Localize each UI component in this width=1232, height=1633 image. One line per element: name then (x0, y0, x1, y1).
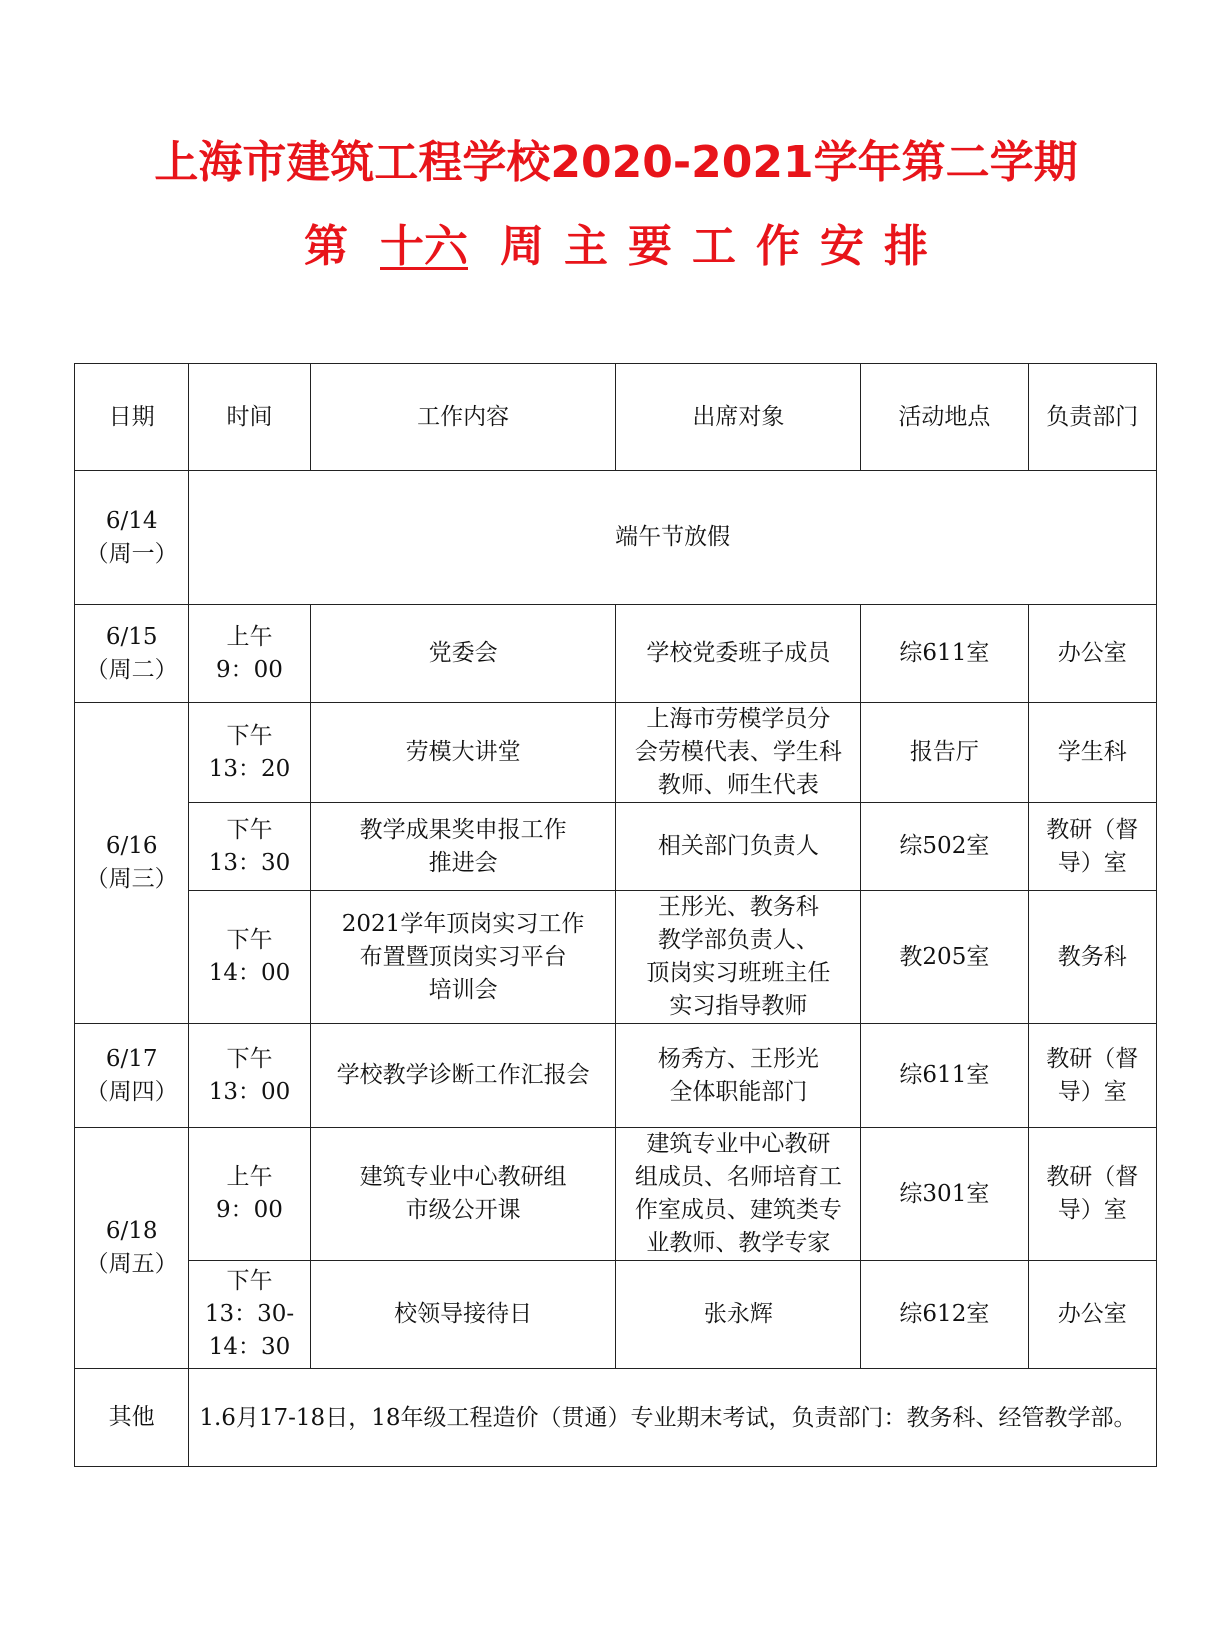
table-row (75, 703, 1157, 803)
date: 6/16 (105, 833, 158, 859)
content-cell (310, 1261, 616, 1369)
cell-line: 培训会 (428, 976, 498, 1003)
cell-line: 9：00 (216, 656, 283, 683)
location-cell: 综502室 (861, 803, 1028, 891)
cell-line: 组成员、名师培育工 (634, 1164, 842, 1190)
attendees-cell (616, 703, 861, 803)
column-header: 负责部门 (1028, 364, 1156, 471)
cell-line: 下午 (226, 1045, 273, 1072)
cell-line: 作室成员、建筑类专 (634, 1197, 842, 1223)
location-cell: 教205室 (861, 891, 1028, 1024)
time-cell (189, 1024, 310, 1128)
title-word: 作 (756, 221, 800, 272)
cell-line: 全体职能部门 (669, 1078, 808, 1105)
weekday: （周三） (85, 866, 178, 892)
cell-line: 相关部门负责人 (657, 833, 819, 859)
attendees-cell (616, 1261, 861, 1369)
table-row (75, 1024, 1157, 1128)
weekday: （周四） (85, 1078, 178, 1105)
department-cell (1028, 605, 1156, 703)
cell-line: 业教师、教学专家 (646, 1230, 831, 1256)
cell-line: 教学部负责人、 (657, 927, 819, 953)
cell-line: 14：00 (208, 960, 291, 986)
date-cell (75, 471, 189, 605)
cell-line: 教务科 (1057, 943, 1127, 970)
holiday-row (75, 471, 1157, 605)
time-cell (189, 1261, 310, 1369)
title-word: 排 (884, 221, 928, 272)
title-word: 要 (628, 221, 672, 272)
other-label: 其他 (75, 1369, 189, 1467)
department-cell (1028, 1261, 1156, 1369)
location-cell: 综612室 (861, 1261, 1028, 1369)
location-cell: 综611室 (861, 1024, 1028, 1128)
date: 6/18 (105, 1218, 158, 1244)
attendees-cell (616, 605, 861, 703)
attendees-cell (616, 891, 861, 1024)
time-cell (189, 891, 310, 1024)
weekday: （周一） (85, 540, 178, 567)
table-row (75, 1128, 1157, 1261)
content-cell (310, 891, 616, 1024)
other-text: 1.6月17-18日，18年级工程造价（贯通）专业期末考试，负责部门：教务科、经管教学部。 (189, 1369, 1157, 1467)
column-header: 时间 (189, 364, 310, 471)
other-row (75, 1369, 1157, 1467)
cell-line: 教师、师生代表 (657, 772, 819, 798)
cell-line: 13：30 (208, 849, 291, 876)
cell-line: 办公室 (1057, 640, 1127, 666)
cell-line: 2021学年顶岗实习工作 (341, 910, 585, 937)
cell-line: 下午 (226, 816, 273, 843)
cell-line: 建筑专业中心教研 (646, 1131, 831, 1157)
location-cell: 报告厅 (861, 703, 1028, 803)
content-cell (310, 803, 616, 891)
cell-line: 13：00 (208, 1078, 291, 1105)
table-row (75, 1261, 1157, 1369)
column-header: 日期 (75, 364, 189, 471)
date: 6/14 (105, 507, 158, 534)
page-title: 上海市建筑工程学校2020-2021学年第二学期 (154, 137, 1078, 188)
cell-line: 下午 (226, 1268, 273, 1294)
title-word: 安 (820, 221, 864, 272)
date-cell (75, 1128, 189, 1369)
content-cell (310, 1024, 616, 1128)
column-header: 工作内容 (310, 364, 616, 471)
holiday-cell: 端午节放假 (189, 471, 1157, 605)
table-row (75, 605, 1157, 703)
department-cell (1028, 891, 1156, 1024)
table-row (75, 803, 1157, 891)
attendees-cell (616, 1128, 861, 1261)
attendees-cell (616, 803, 861, 891)
cell-line: 13：20 (208, 755, 291, 782)
cell-line: 布置暨顶岗实习平台 (359, 943, 567, 970)
content-cell (310, 605, 616, 703)
schedule-table (74, 363, 1157, 1467)
cell-line: 校领导接待日 (394, 1301, 533, 1327)
header-row (75, 364, 1157, 471)
cell-line: 上海市劳模学员分 (646, 706, 831, 732)
cell-line: 学生科 (1057, 739, 1127, 765)
department-cell (1028, 703, 1156, 803)
cell-line: 9：00 (216, 1197, 283, 1223)
cell-line: 教研（督 (1046, 816, 1139, 843)
cell-line: 上午 (226, 1164, 273, 1190)
cell-line: 实习指导教师 (669, 993, 808, 1019)
title-word: 主 (564, 221, 608, 272)
date-cell (75, 605, 189, 703)
cell-line: 导）室 (1057, 849, 1127, 876)
weekday: （周五） (85, 1251, 178, 1277)
title-word: 工 (692, 221, 736, 272)
cell-line: 导）室 (1057, 1197, 1127, 1223)
cell-line: 张永辉 (703, 1301, 773, 1327)
time-cell (189, 703, 310, 803)
cell-line: 教研（督 (1046, 1164, 1139, 1190)
cell-line: 会劳模代表、学生科 (634, 739, 842, 765)
table-row (75, 891, 1157, 1024)
cell-line: 杨秀方、王彤光 (657, 1045, 819, 1072)
location-cell: 综301室 (861, 1128, 1028, 1261)
column-header: 出席对象 (616, 364, 861, 471)
time-cell (189, 803, 310, 891)
cell-line: 学校党委班子成员 (646, 640, 831, 666)
time-cell (189, 605, 310, 703)
department-cell (1028, 803, 1156, 891)
attendees-cell (616, 1024, 861, 1128)
cell-line: 推进会 (428, 849, 498, 876)
column-header: 活动地点 (861, 364, 1028, 471)
time-cell (189, 1128, 310, 1261)
cell-line: 下午 (226, 927, 273, 953)
location-cell: 综611室 (861, 605, 1028, 703)
cell-line: 上午 (226, 623, 273, 650)
cell-line: 下午 (226, 722, 273, 749)
date-cell (75, 703, 189, 1024)
date-cell (75, 1024, 189, 1128)
cell-line: 劳模大讲堂 (405, 739, 521, 765)
cell-line: 建筑专业中心教研组 (359, 1164, 567, 1190)
date: 6/17 (105, 1045, 158, 1072)
date: 6/15 (105, 623, 158, 650)
title-word: 周 (500, 221, 544, 272)
cell-line: 顶岗实习班班主任 (646, 960, 831, 986)
page-subtitle (0, 219, 1232, 275)
cell-line: 党委会 (428, 640, 498, 666)
cell-line: 14：30 (208, 1334, 291, 1360)
weekday: （周二） (85, 656, 178, 683)
cell-line: 王彤光、教务科 (657, 894, 819, 920)
cell-line: 导）室 (1057, 1078, 1127, 1105)
cell-line: 市级公开课 (405, 1197, 521, 1223)
cell-line: 13：30- (204, 1301, 295, 1327)
title-prefix: 第 (304, 221, 348, 272)
cell-line: 教学成果奖申报工作 (359, 816, 567, 843)
cell-line: 教研（督 (1046, 1045, 1139, 1072)
cell-line: 学校教学诊断工作汇报会 (336, 1062, 590, 1088)
cell-line: 办公室 (1057, 1301, 1127, 1327)
content-cell (310, 1128, 616, 1261)
department-cell (1028, 1128, 1156, 1261)
content-cell (310, 703, 616, 803)
department-cell (1028, 1024, 1156, 1128)
week-number: 十六 (380, 221, 468, 272)
